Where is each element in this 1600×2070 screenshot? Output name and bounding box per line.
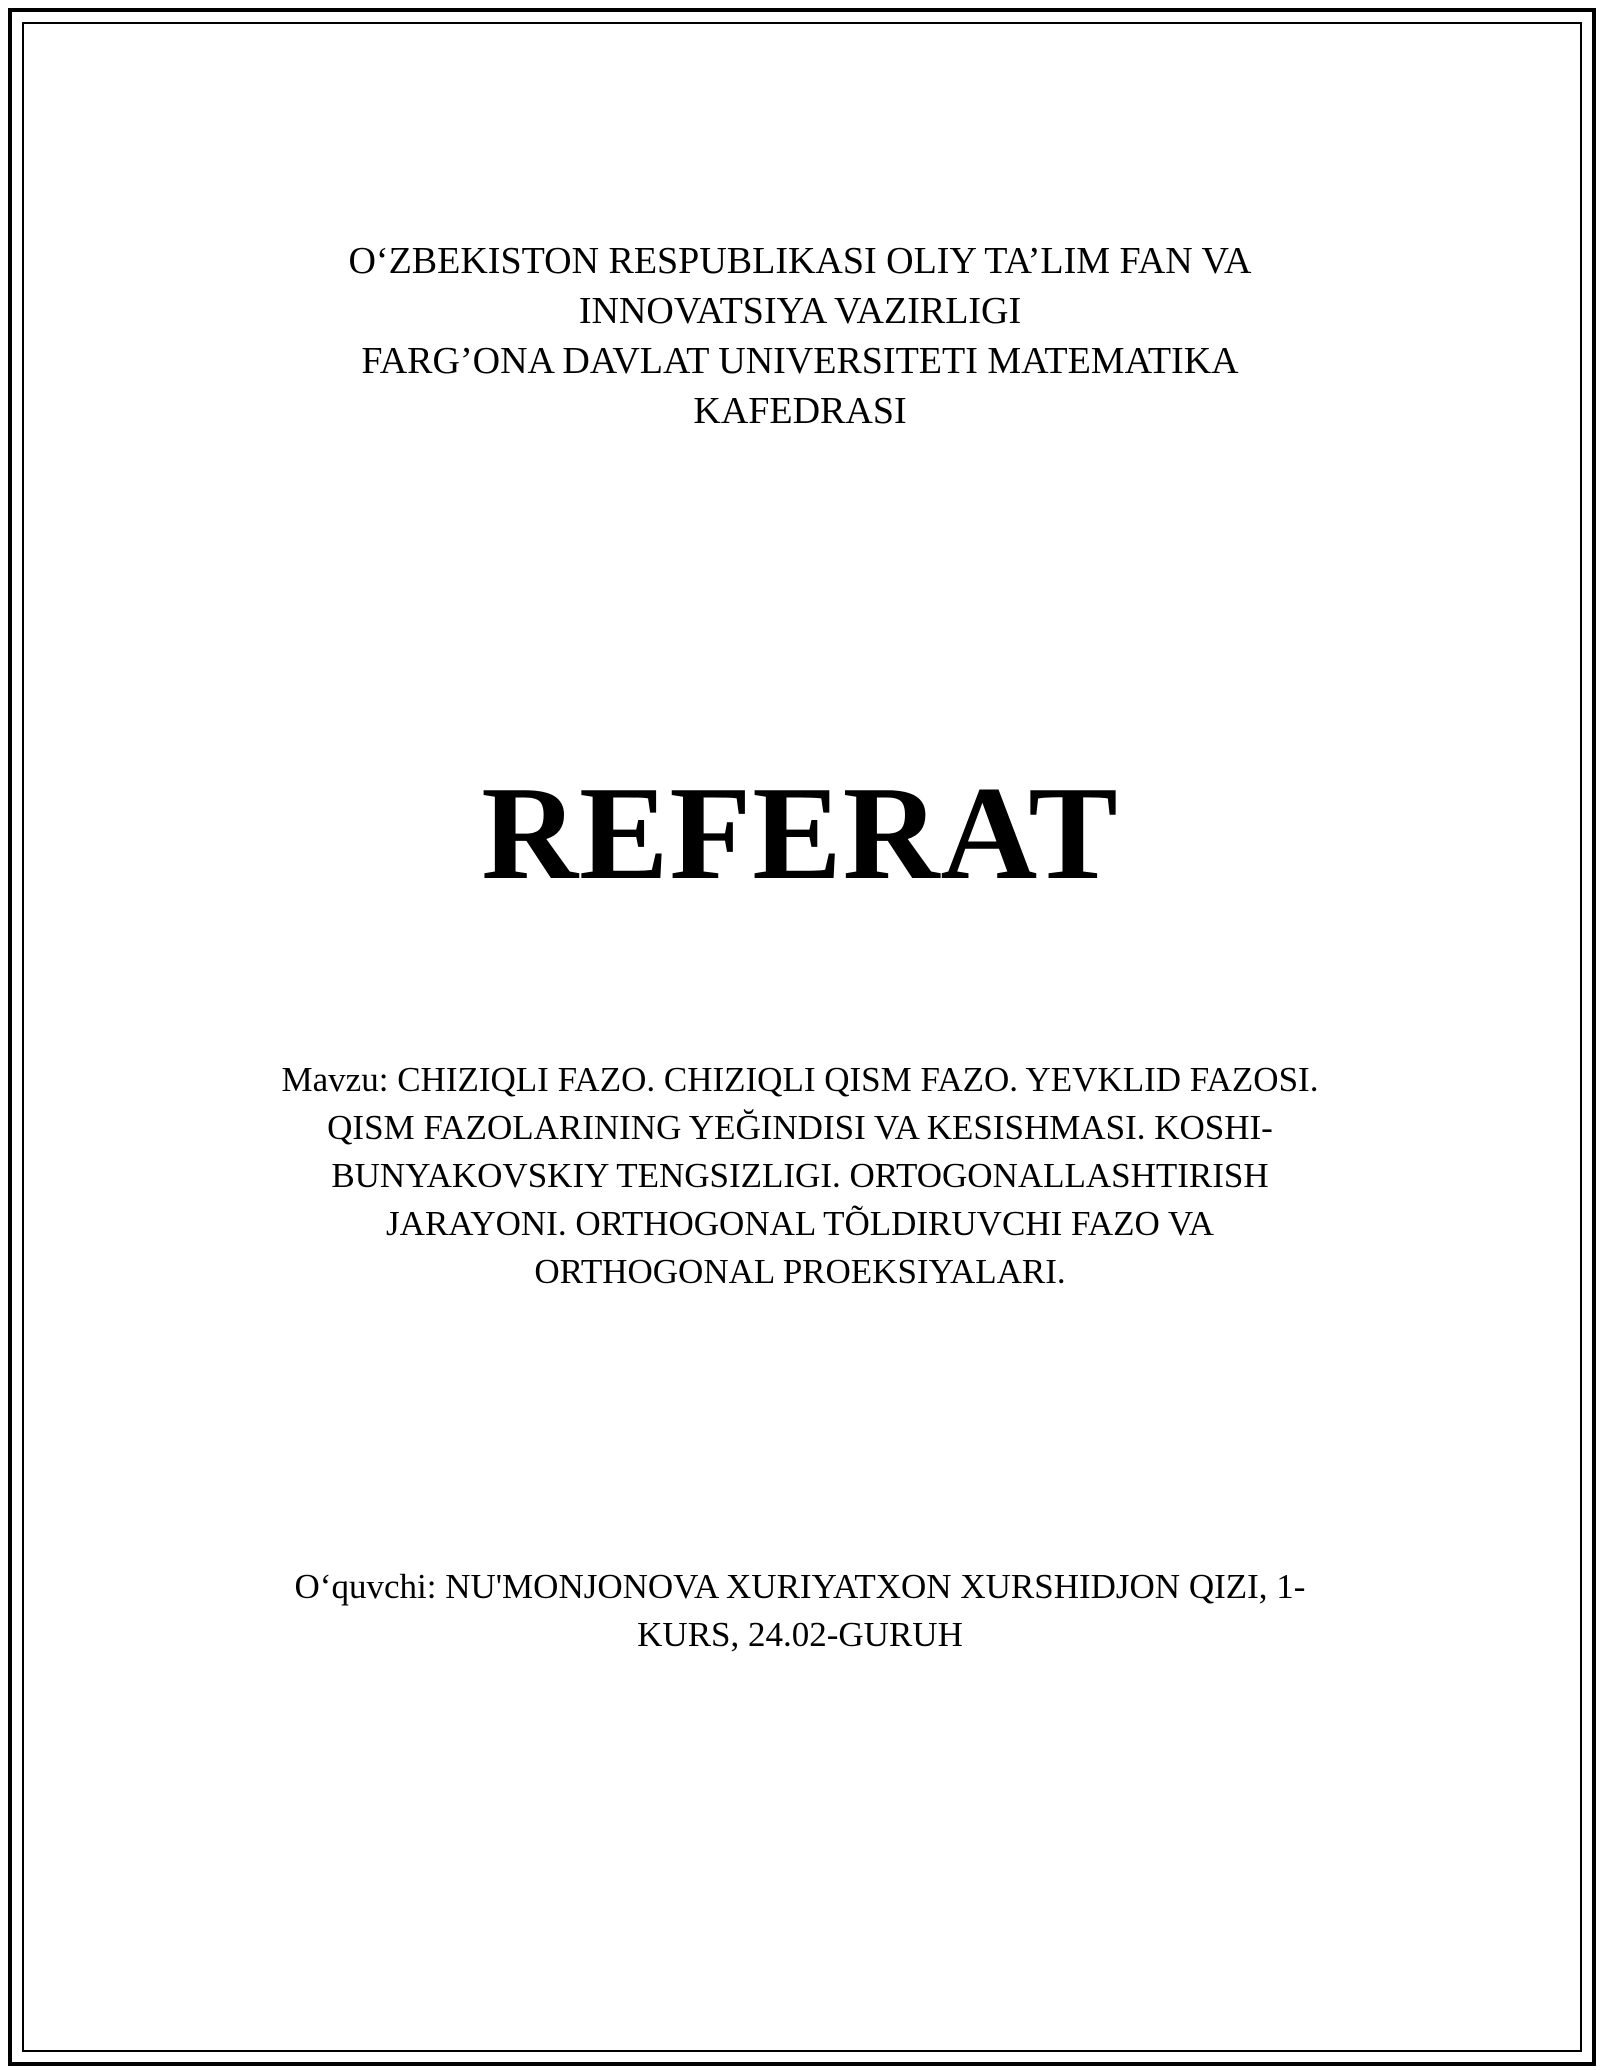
student-info <box>0 1563 1600 1659</box>
topic-line: JARAYONI. ORTHOGONAL TÕLDIRUVCHI FAZO VA <box>386 1204 1214 1243</box>
topic-block <box>0 1056 1600 1296</box>
header-line: FARG’ONA DAVLAT UNIVERSITETI MATEMATIKA <box>361 340 1239 382</box>
topic-line: QISM FAZOLARINING YEĞINDISI VA KESISHMASI. KOSHI- <box>327 1108 1273 1147</box>
ministry-header <box>0 236 1600 436</box>
topic-line: Mavzu: CHIZIQLI FAZO. CHIZIQLI QISM FAZO. YEVKLID FAZOSI. <box>281 1060 1319 1099</box>
student-line: KURS, 24.02-GURUH <box>637 1615 963 1654</box>
topic-line: BUNYAKOVSKIY TENGSIZLIGI. ORTOGONALLASHTIRISH <box>331 1156 1269 1195</box>
student-line: O‘quvchi: NU'MONJONOVA XURIYATXON XURSHIDJON QIZI, 1- <box>294 1567 1306 1606</box>
header-line: KAFEDRASI <box>693 390 907 432</box>
header-line: O‘ZBEKISTON RESPUBLIKASI OLIY TA’LIM FAN VA <box>348 240 1252 282</box>
document-title: REFERAT <box>481 759 1119 907</box>
topic-line: ORTHOGONAL PROEKSIYALARI. <box>534 1252 1066 1291</box>
header-line: INNOVATSIYA VAZIRLIGI <box>578 290 1022 332</box>
